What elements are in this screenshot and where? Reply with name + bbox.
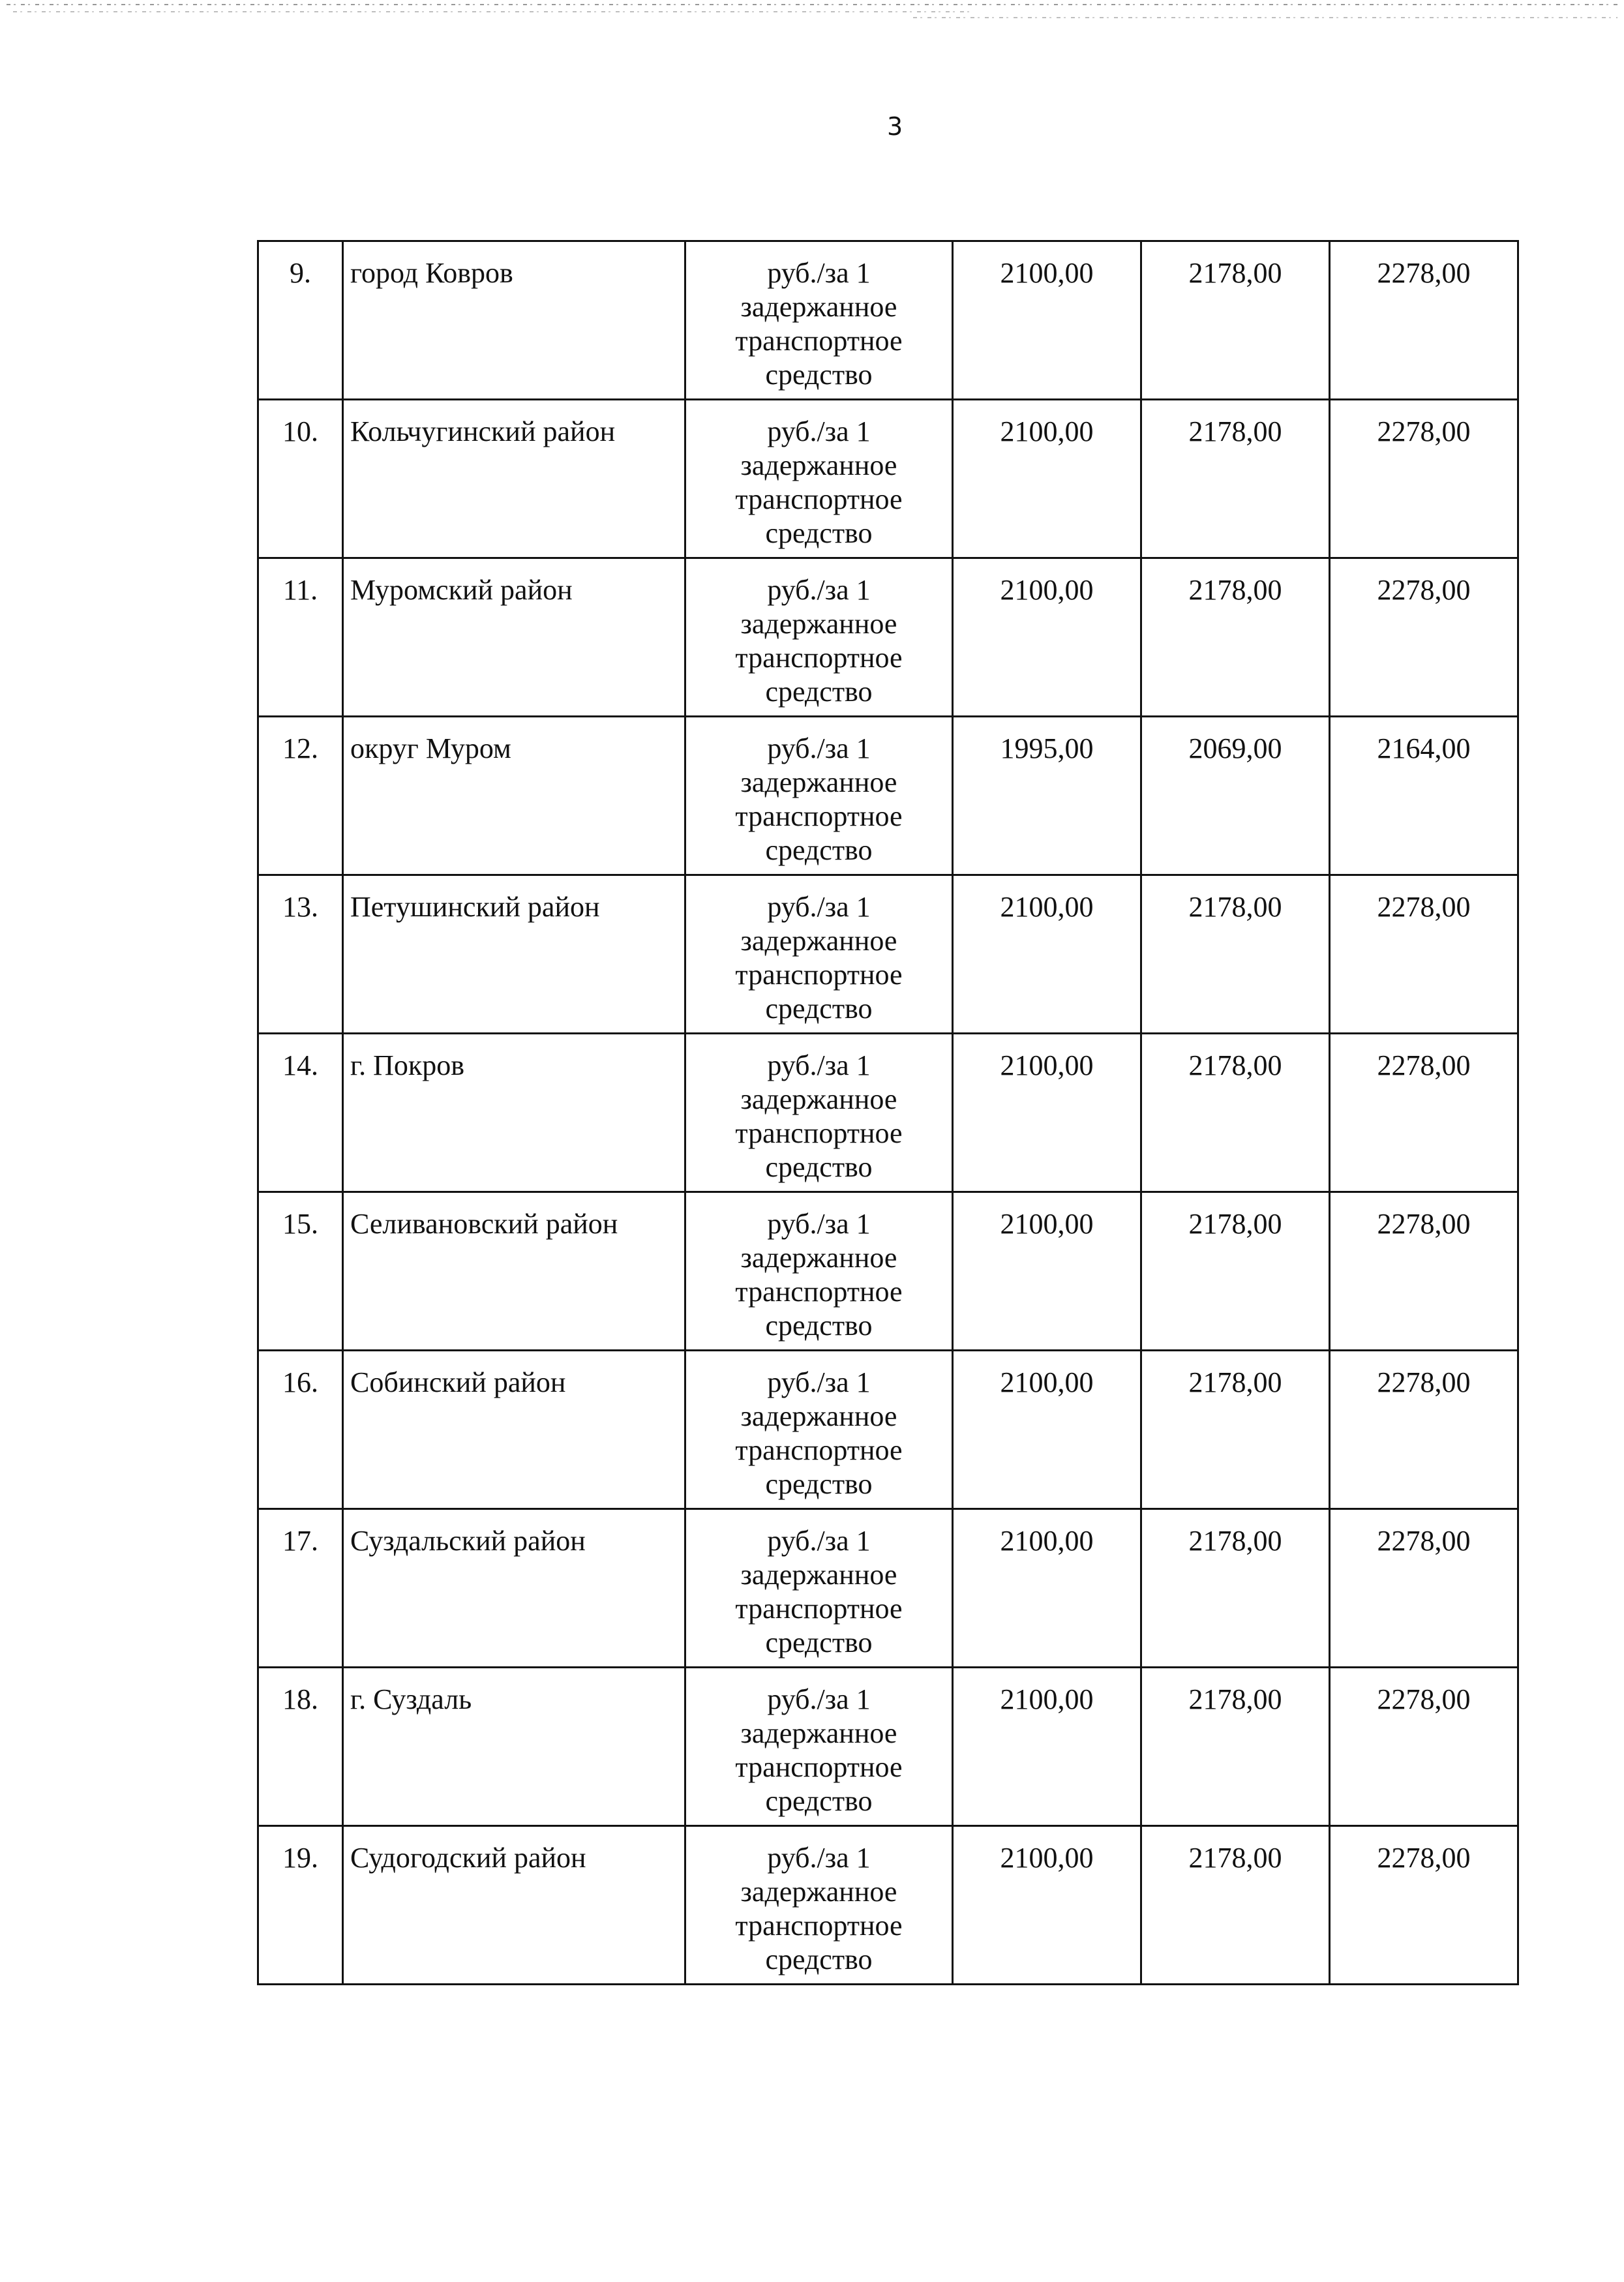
row-number: 9. — [258, 241, 343, 400]
row-number: 17. — [258, 1509, 343, 1668]
unit-line: руб./за 1 — [767, 1683, 871, 1715]
tariff-value-3: 2278,00 — [1330, 1192, 1518, 1351]
tariff-value-3: 2164,00 — [1330, 717, 1518, 875]
tariff-value-1: 2100,00 — [953, 1668, 1141, 1826]
unit-line: задержанное — [740, 1717, 897, 1749]
unit-line: средство — [765, 1310, 873, 1342]
unit-of-measure — [685, 558, 953, 717]
unit-of-measure — [685, 1826, 953, 1985]
row-number: 13. — [258, 875, 343, 1034]
tariff-value-3: 2278,00 — [1330, 1826, 1518, 1985]
unit-of-measure — [685, 875, 953, 1034]
unit-line: средство — [765, 1627, 873, 1659]
tariff-value-1: 2100,00 — [953, 1192, 1141, 1351]
tariff-value-3: 2278,00 — [1330, 400, 1518, 558]
municipality-name: Муромский район — [343, 558, 685, 717]
unit-line: средство — [765, 1468, 873, 1500]
unit-of-measure — [685, 1192, 953, 1351]
unit-line: средство — [765, 1151, 873, 1183]
tariff-value-2: 2178,00 — [1141, 1351, 1330, 1509]
municipality-name: Кольчугинский район — [343, 400, 685, 558]
tariff-value-3: 2278,00 — [1330, 1351, 1518, 1509]
unit-line: руб./за 1 — [767, 1525, 871, 1557]
unit-line: транспортное — [735, 959, 903, 991]
unit-line: задержанное — [740, 291, 897, 323]
unit-line: транспортное — [735, 1593, 903, 1625]
municipality-name: г. Покров — [343, 1034, 685, 1192]
unit-line: средство — [765, 1944, 873, 1975]
unit-line: руб./за 1 — [767, 1208, 871, 1240]
municipality-name: Селивановский район — [343, 1192, 685, 1351]
unit-line: задержанное — [740, 1876, 897, 1908]
unit-of-measure — [685, 1351, 953, 1509]
unit-line: средство — [765, 834, 873, 866]
unit-of-measure — [685, 1509, 953, 1668]
scan-artifact-line — [13, 11, 972, 12]
scan-artifact-line — [913, 17, 1617, 18]
unit-line: задержанное — [740, 1400, 897, 1432]
unit-line: средство — [765, 1785, 873, 1817]
tariff-value-2: 2178,00 — [1141, 1509, 1330, 1668]
table-row — [258, 558, 1518, 717]
row-number: 11. — [258, 558, 343, 717]
unit-line: задержанное — [740, 1083, 897, 1115]
unit-line: транспортное — [735, 642, 903, 674]
tariff-value-1: 1995,00 — [953, 717, 1141, 875]
row-number: 10. — [258, 400, 343, 558]
row-number: 12. — [258, 717, 343, 875]
tariff-value-3: 2278,00 — [1330, 1034, 1518, 1192]
tariff-value-1: 2100,00 — [953, 1509, 1141, 1668]
table-row — [258, 1351, 1518, 1509]
tariff-value-1: 2100,00 — [953, 400, 1141, 558]
table-row — [258, 1826, 1518, 1985]
row-number: 14. — [258, 1034, 343, 1192]
unit-of-measure — [685, 1034, 953, 1192]
unit-line: руб./за 1 — [767, 1842, 871, 1874]
tariff-value-2: 2178,00 — [1141, 1826, 1330, 1985]
municipality-name: Суздальский район — [343, 1509, 685, 1668]
unit-line: транспортное — [735, 1434, 903, 1466]
tariff-value-2: 2178,00 — [1141, 400, 1330, 558]
tariff-value-1: 2100,00 — [953, 1826, 1141, 1985]
unit-line: руб./за 1 — [767, 891, 871, 923]
tariff-value-2: 2178,00 — [1141, 1034, 1330, 1192]
tariff-value-2: 2178,00 — [1141, 1192, 1330, 1351]
unit-of-measure — [685, 717, 953, 875]
row-number: 15. — [258, 1192, 343, 1351]
tariff-value-3: 2278,00 — [1330, 1509, 1518, 1668]
row-number: 19. — [258, 1826, 343, 1985]
unit-of-measure — [685, 241, 953, 400]
unit-line: средство — [765, 676, 873, 708]
tariff-value-2: 2178,00 — [1141, 875, 1330, 1034]
municipality-name: город Ковров — [343, 241, 685, 400]
tariff-value-3: 2278,00 — [1330, 558, 1518, 717]
row-number: 16. — [258, 1351, 343, 1509]
unit-of-measure — [685, 1668, 953, 1826]
unit-line: задержанное — [740, 449, 897, 481]
unit-line: руб./за 1 — [767, 257, 871, 289]
unit-line: средство — [765, 517, 873, 549]
tariff-value-1: 2100,00 — [953, 1034, 1141, 1192]
unit-line: транспортное — [735, 1751, 903, 1783]
row-number: 18. — [258, 1668, 343, 1826]
unit-line: транспортное — [735, 1910, 903, 1942]
unit-line: транспортное — [735, 1276, 903, 1308]
unit-line: средство — [765, 359, 873, 391]
tariff-value-3: 2278,00 — [1330, 1668, 1518, 1826]
table-row — [258, 400, 1518, 558]
unit-line: задержанное — [740, 766, 897, 798]
unit-line: транспортное — [735, 483, 903, 515]
page-number: 3 — [887, 112, 903, 141]
unit-line: задержанное — [740, 1559, 897, 1591]
unit-line: руб./за 1 — [767, 1366, 871, 1398]
tariff-value-2: 2178,00 — [1141, 1668, 1330, 1826]
scan-artifact-line — [7, 4, 1617, 5]
municipality-name: Судогодский район — [343, 1826, 685, 1985]
municipality-name: г. Суздаль — [343, 1668, 685, 1826]
municipality-name: Петушинский район — [343, 875, 685, 1034]
table-row — [258, 1034, 1518, 1192]
tariff-value-3: 2278,00 — [1330, 241, 1518, 400]
tariff-value-1: 2100,00 — [953, 875, 1141, 1034]
tariff-value-1: 2100,00 — [953, 241, 1141, 400]
unit-line: руб./за 1 — [767, 1049, 871, 1081]
tariff-value-2: 2178,00 — [1141, 558, 1330, 717]
unit-of-measure — [685, 400, 953, 558]
table-row — [258, 241, 1518, 400]
tariff-value-1: 2100,00 — [953, 1351, 1141, 1509]
unit-line: руб./за 1 — [767, 732, 871, 764]
unit-line: транспортное — [735, 325, 903, 357]
table-row — [258, 1192, 1518, 1351]
municipality-name: Собинский район — [343, 1351, 685, 1509]
tariff-value-1: 2100,00 — [953, 558, 1141, 717]
tariff-value-2: 2069,00 — [1141, 717, 1330, 875]
unit-line: руб./за 1 — [767, 415, 871, 447]
unit-line: средство — [765, 993, 873, 1025]
unit-line: задержанное — [740, 608, 897, 640]
unit-line: задержанное — [740, 925, 897, 957]
unit-line: руб./за 1 — [767, 574, 871, 606]
tariff-value-3: 2278,00 — [1330, 875, 1518, 1034]
table-row — [258, 875, 1518, 1034]
unit-line: задержанное — [740, 1242, 897, 1274]
tariff-value-2: 2178,00 — [1141, 241, 1330, 400]
unit-line: транспортное — [735, 800, 903, 832]
tariff-table — [257, 240, 1519, 1985]
table-row — [258, 1668, 1518, 1826]
municipality-name: округ Муром — [343, 717, 685, 875]
unit-line: транспортное — [735, 1117, 903, 1149]
tariff-table-body — [258, 241, 1518, 1985]
table-row — [258, 1509, 1518, 1668]
table-row — [258, 717, 1518, 875]
